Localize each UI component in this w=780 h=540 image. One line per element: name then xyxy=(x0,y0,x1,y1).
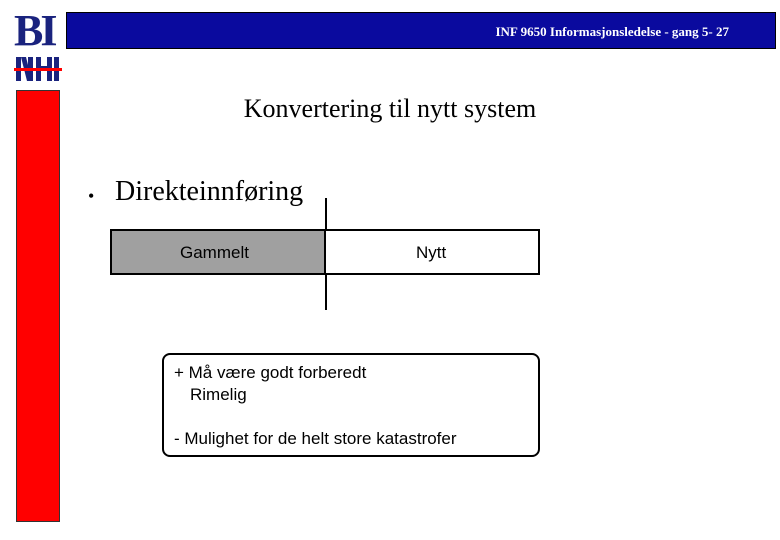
note-plus: + Må være godt forberedt xyxy=(174,363,367,382)
note-minus: - Mulighet for de helt store katastrofer xyxy=(174,429,457,448)
header-title: INF 9650 Informasjonsledelse - gang 5- 27 xyxy=(495,24,729,39)
header-bar xyxy=(66,12,776,49)
bullet-text: Direkteinnføring xyxy=(115,176,304,207)
old-system-box xyxy=(110,229,326,275)
note-plus-sub: Rimelig xyxy=(190,385,247,404)
new-system-box xyxy=(324,229,540,275)
old-system-label: Gammelt xyxy=(180,243,249,262)
nhh-logo xyxy=(14,55,62,83)
slide-title: Konvertering til nytt system xyxy=(243,94,537,123)
bi-logo: BI xyxy=(14,6,55,55)
red-sidebar-bar xyxy=(16,90,60,522)
bullet-marker: • xyxy=(88,186,95,206)
new-system-label: Nytt xyxy=(416,243,447,262)
notes-box xyxy=(162,353,540,457)
slide-title-container xyxy=(0,94,780,124)
